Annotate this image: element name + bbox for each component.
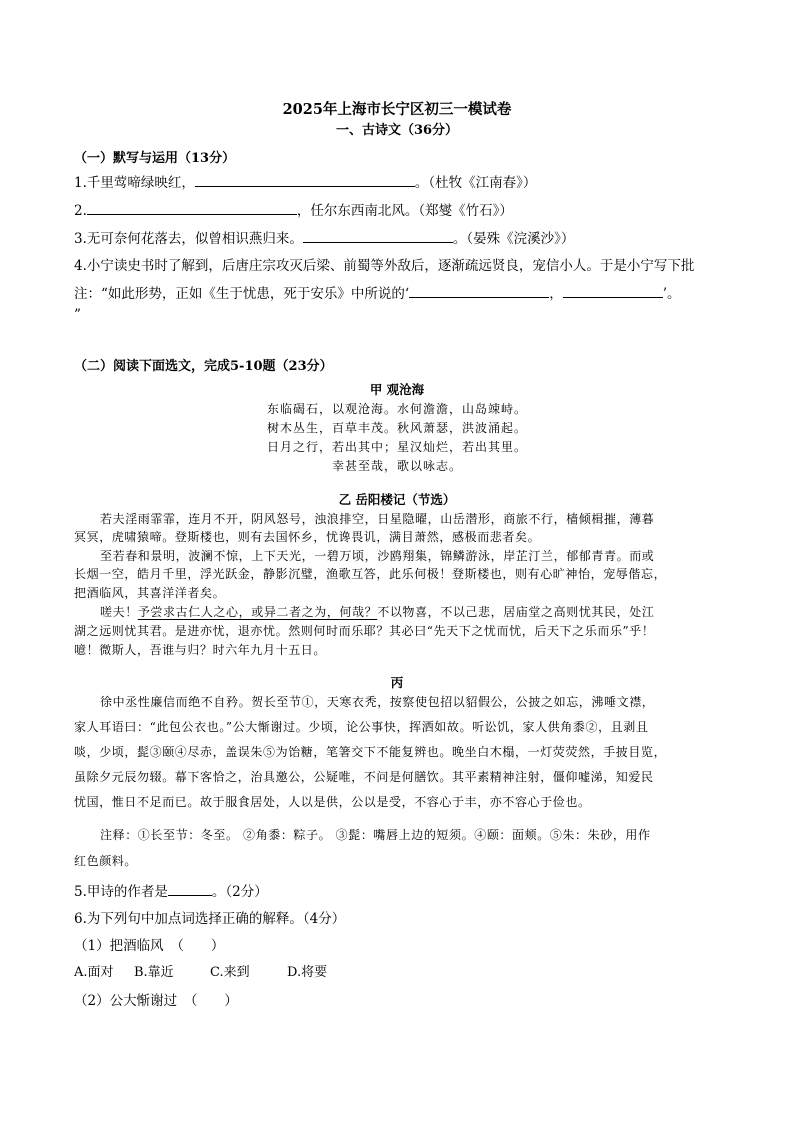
part2-heading: （二）阅读下面选文，完成5-10题（23分） bbox=[74, 359, 333, 374]
question-4-line3: ” bbox=[74, 307, 81, 323]
question-3 bbox=[74, 227, 574, 247]
poem-jia-title: 甲 观沧海 bbox=[369, 382, 425, 397]
text-yi-line: 长烟一空，皓月千里，浮光跃金，静影沉璧，渔歌互答，此乐何极！登斯楼也，则有心旷神怡，宠辱偕忘， bbox=[74, 567, 667, 581]
text-bing-title: 丙 bbox=[390, 675, 404, 690]
q5-answer-blank[interactable] bbox=[168, 881, 212, 896]
question-4-line2 bbox=[74, 282, 681, 302]
poem-jia-line: 幸甚至哉，歌以咏志。 bbox=[331, 459, 462, 473]
text-yi-para3-line1 bbox=[100, 603, 720, 620]
text-yi-underlined-sentence: 予尝求古仁人之心，或异二者之为，何哉？ bbox=[137, 605, 378, 619]
text-yi-title: 乙 岳阳楼记（节选） bbox=[338, 492, 456, 507]
q4-prefix: 注：“如此形势，正如《生于忧患，死于安乐》中所说的‘ bbox=[74, 286, 410, 302]
text-bing-line: 忧国，惟日不足而已。故于服食居处，人以是供，公以是受，不容心于丰，亦不容心于俭也。 bbox=[74, 795, 591, 809]
q6-1-option-c: C.来到 bbox=[210, 965, 250, 980]
q6-1-option-b: B.靠近 bbox=[134, 965, 174, 980]
q4-answer-blank-1[interactable] bbox=[409, 283, 549, 298]
text-yi-line: 至若春和景明，波澜不惊，上下天光，一碧万顷，沙鸥翔集，锦鳞游泳，岸芷汀兰，郁郁青青。而或 bbox=[100, 549, 655, 563]
q4-answer-blank-2[interactable] bbox=[563, 283, 663, 298]
text-bing-line: 徐中丞性廉信而绝不自矜。贺长至节①，天寒衣秃，按察使包招以貂假公，公披之如忘，沸唾文襟， bbox=[100, 695, 655, 709]
section-title-classical: 一、古诗文（36分） bbox=[335, 123, 459, 138]
poem-jia-line: 树木丛生，百草丰茂。秋风萧瑟，洪波涌起。 bbox=[266, 421, 527, 435]
exam-title: 2025年上海市长宁区初三一模试卷 bbox=[282, 101, 512, 118]
q2-prefix: 2. bbox=[74, 203, 87, 219]
q5-prefix: 5.甲诗的作者是 bbox=[74, 884, 168, 900]
question-6-1: （1）把酒临风 （ ） bbox=[74, 938, 225, 954]
part1-heading: （一）默写与运用（13分） bbox=[74, 151, 236, 166]
q1-suffix: 。（杜牧《江南春》） bbox=[414, 175, 537, 191]
text-yi-para3-line3: 噫！微斯人，吾谁与归？时六年九月十五日。 bbox=[74, 643, 327, 657]
question-6-2: （2）公大惭谢过 （ ） bbox=[74, 993, 238, 1009]
q6-1-option-d: D.将要 bbox=[287, 965, 328, 980]
text-yi-line: 冥冥，虎啸猿啼。登斯楼也，则有去国怀乡，忧谗畏讥，满目萧然，感极而悲者矣。 bbox=[74, 530, 541, 544]
q2-suffix: ，任尔东西南北风。（郑燮《竹石》） bbox=[296, 203, 513, 219]
q3-prefix: 3.无可奈何花落去，似曾相识燕归来。 bbox=[74, 231, 303, 247]
q5-suffix: 。（2分） bbox=[211, 884, 268, 900]
question-4-line1: 4.小宁读史书时了解到，后唐庄宗攻灭后梁、前蜀等外敌后，逐渐疏远贤良，宠信小人。于是小宁写下批 bbox=[74, 258, 695, 274]
question-1 bbox=[74, 171, 536, 191]
q3-answer-blank[interactable] bbox=[303, 228, 453, 243]
question-6: 6.为下列句中加点词选择正确的解释。（4分） bbox=[74, 911, 346, 927]
question-2 bbox=[74, 199, 513, 219]
poem-jia-line: 东临碣石，以观沧海。水何澹澹，山岛竦峙。 bbox=[266, 402, 527, 416]
text-yi-p3-rest: 不以物喜，不以己悲，居庙堂之高则忧其民，处江 bbox=[377, 605, 655, 619]
q1-answer-blank[interactable] bbox=[195, 172, 415, 187]
q2-answer-blank[interactable] bbox=[87, 200, 297, 215]
q4-mid: ， bbox=[549, 286, 563, 302]
annotation-line2: 红色颜料。 bbox=[74, 854, 138, 868]
annotation-line1: 注释：①长至节：冬至。 ②角黍：粽子。 ③髭：嘴唇上边的短须。④颐：面颊。⑤朱：朱砂，用作 bbox=[100, 828, 651, 842]
text-yi-line: 若夫淫雨霏霏，连月不开，阴风怒号，浊浪排空，日星隐曜，山岳潜形，商旅不行，樯倾楫摧，薄暮 bbox=[100, 512, 655, 526]
text-yi-para3-line2: 湖之远则忧其君。是进亦忧，退亦忧。然则何时而乐耶？其必曰“先天下之忧而忧，后天下之乐而乐”乎！ bbox=[74, 624, 655, 638]
poem-jia-line: 日月之行，若出其中；星汉灿烂，若出其里。 bbox=[266, 440, 527, 454]
q3-suffix: 。（晏殊《浣溪沙》） bbox=[452, 231, 575, 247]
q6-1-option-a: A.面对 bbox=[74, 965, 114, 980]
question-5 bbox=[74, 880, 268, 900]
text-bing-line: 啖，少顷，髭③颐④尽赤，盖误朱⑤为饴糖，笔箸交下不能复辨也。晚坐白木榻，一灯荧荧然，手披目览， bbox=[74, 745, 667, 759]
text-yi-p3-start: 嗟夫！ bbox=[100, 605, 138, 619]
text-yi-line: 把酒临风，其喜洋洋者矣。 bbox=[74, 586, 226, 600]
q1-prefix: 1.千里莺啼绿映红， bbox=[74, 175, 195, 191]
q4-suffix: ’。 bbox=[662, 286, 681, 302]
text-bing-line: 虽除夕元辰勿辍。幕下客恰之，治具邀公，公疑唯，不问是何膳饮。其平素精神注射，僵仰嘘涕，知爱民 bbox=[74, 770, 654, 784]
text-bing-line: 家人耳语曰：“此包公衣也。”公大惭谢过。少顷，论公事快，挥洒如故。听讼饥，家人供角黍②，且剥且 bbox=[74, 720, 649, 734]
